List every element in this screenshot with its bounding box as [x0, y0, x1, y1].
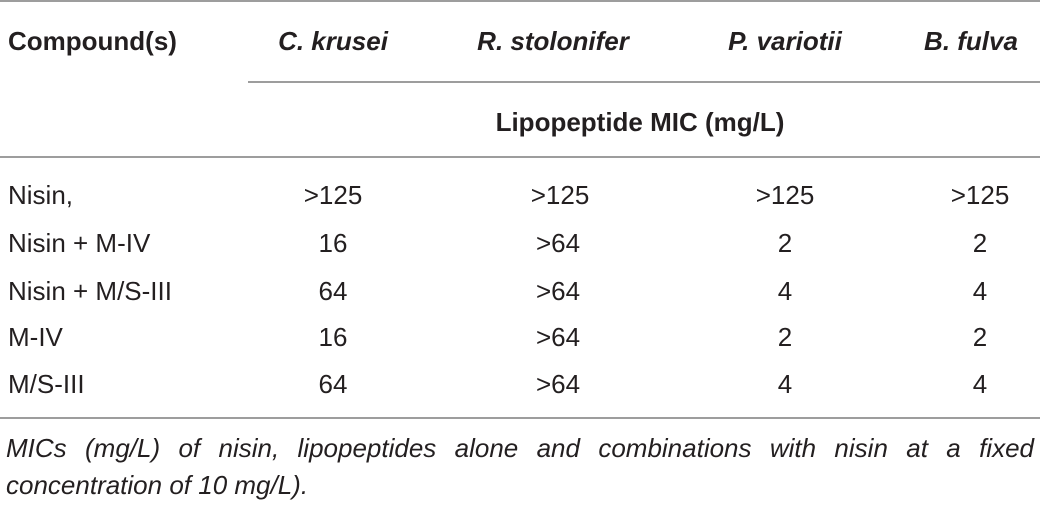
row-2-r-stolonifer: >64: [535, 228, 581, 258]
subheader-rule: [248, 81, 1040, 83]
subheader-lipopeptide-mic: Lipopeptide MIC (mg/L): [495, 107, 785, 137]
row-3-p-variotii: 4: [777, 276, 793, 306]
row-3-r-stolonifer: >64: [535, 276, 581, 306]
row-5-c-krusei: 64: [318, 369, 348, 399]
row-2-compound: Nisin + M-IV: [8, 228, 151, 258]
row-3-compound: Nisin + M/S-III: [8, 276, 172, 306]
row-5-compound: M/S-III: [8, 369, 85, 399]
column-header-b-fulva: B. fulva: [924, 26, 1018, 56]
row-1-b-fulva: >125: [950, 180, 1010, 210]
row-4-b-fulva: 2: [972, 322, 988, 352]
row-5-r-stolonifer: >64: [535, 369, 581, 399]
row-1-c-krusei: >125: [303, 180, 363, 210]
row-4-p-variotii: 2: [777, 322, 793, 352]
row-4-compound: M-IV: [8, 322, 63, 352]
row-2-c-krusei: 16: [318, 228, 348, 258]
row-2-b-fulva: 2: [972, 228, 988, 258]
column-header-compound: Compound(s): [8, 26, 177, 56]
row-1-p-variotii: >125: [755, 180, 815, 210]
row-1-r-stolonifer: >125: [530, 180, 590, 210]
row-1-compound: Nisin,: [8, 180, 74, 210]
table-bottom-rule: [0, 417, 1040, 419]
column-header-c-krusei: C. krusei: [278, 26, 388, 56]
column-header-p-variotii: P. variotii: [728, 26, 842, 56]
row-4-c-krusei: 16: [318, 322, 348, 352]
row-4-r-stolonifer: >64: [535, 322, 581, 352]
row-5-b-fulva: 4: [972, 369, 988, 399]
top-rule: [0, 0, 1040, 2]
row-3-b-fulva: 4: [972, 276, 988, 306]
table-caption: MICs (mg/L) of nisin, lipopeptides alone and combinations with nisin at a fixed concentration of 10 mg/L).: [6, 433, 1034, 500]
row-5-p-variotii: 4: [777, 369, 793, 399]
column-header-r-stolonifer: R. stolonifer: [477, 26, 629, 56]
header-bottom-rule: [0, 156, 1040, 158]
row-2-p-variotii: 2: [777, 228, 793, 258]
row-3-c-krusei: 64: [318, 276, 348, 306]
